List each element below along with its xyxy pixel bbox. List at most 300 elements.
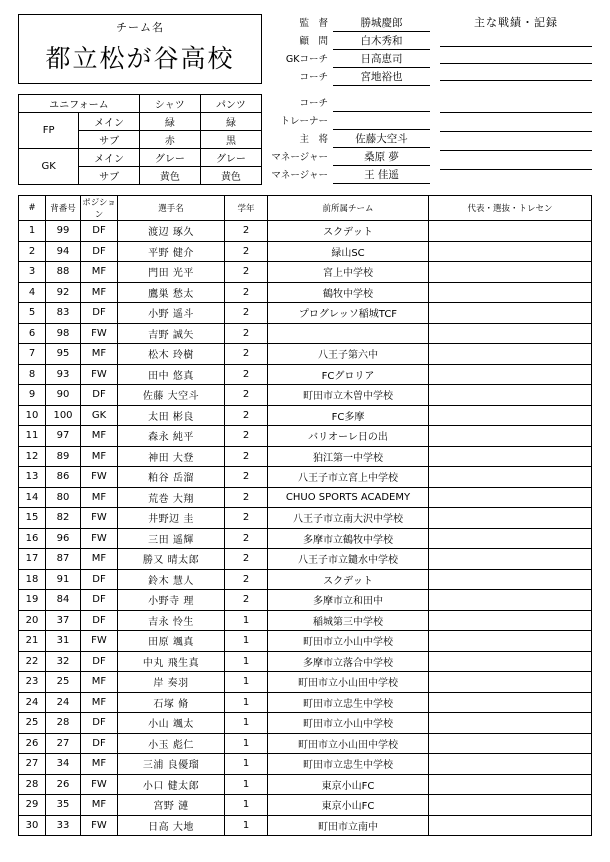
cell-grade: 1 [225,631,268,652]
cell-prev: プログレッソ稲城TCF [268,303,429,324]
table-row [19,426,592,447]
cell-prev: 町田市立南中 [268,815,429,836]
col-header-num: 背番号 [46,196,81,221]
cell-grade: 2 [225,303,268,324]
staff-role: 顧 問 [299,36,328,47]
results-line [440,94,592,113]
cell-no: 13 [19,467,46,488]
table-row [19,344,592,365]
cell-no: 2 [19,241,46,262]
cell-prev: 多摩市立鶴牧中学校 [268,528,429,549]
cell-pos: MF [81,344,118,365]
cell-name: 荒巻 大翔 [118,487,225,508]
uniform-table [18,94,262,185]
cell-rep [429,754,592,775]
results-title: 主な戦績・記録 [474,16,558,29]
roster-header-row [19,196,592,221]
cell-no: 3 [19,262,46,283]
results-block [440,14,592,81]
cell-num: 99 [46,221,81,242]
cell-rep [429,344,592,365]
cell-rep [429,774,592,795]
staff-list [270,14,430,86]
uniform-header-shirt: シャツ [139,95,200,113]
staff-role: トレーナー [280,116,328,127]
table-row [19,528,592,549]
cell-grade: 1 [225,733,268,754]
cell-pos: MF [81,795,118,816]
cell-grade: 2 [225,221,268,242]
results-line [440,66,592,81]
cell-prev: 町田市立忠生中学校 [268,692,429,713]
results-line [440,32,592,47]
staff-row [270,50,430,68]
cell-name: 吉野 誠矢 [118,323,225,344]
cell-rep [429,549,592,570]
staff-role: マネージャー [271,152,328,163]
cell-pos: GK [81,405,118,426]
cell-prev: FCグロリア [268,364,429,385]
staff-role: マネージャー [271,170,328,181]
cell-prev: バリオーレ日の出 [268,426,429,447]
cell-name: 田原 颯真 [118,631,225,652]
cell-name: 太田 彬良 [118,405,225,426]
staff-row [270,32,430,50]
cell-pos: DF [81,221,118,242]
uniform-kind: サブ [79,131,139,149]
cell-prev: 狛江第一中学校 [268,446,429,467]
cell-grade: 2 [225,344,268,365]
staff-row [270,68,430,86]
cell-prev: 宮上中学校 [268,262,429,283]
cell-no: 14 [19,487,46,508]
results-line [440,132,592,151]
uniform-pants: グレー [200,149,261,167]
roster-section [18,195,592,836]
uniform-group-fp: FP [19,113,79,149]
cell-name: 渡辺 琢久 [118,221,225,242]
uniform-shirt: 緑 [139,113,200,131]
cell-name: 森永 純平 [118,426,225,447]
cell-no: 8 [19,364,46,385]
table-row [19,774,592,795]
cell-grade: 2 [225,590,268,611]
col-header-grade: 学年 [225,196,268,221]
cell-pos: FW [81,323,118,344]
cell-rep [429,467,592,488]
cell-rep [429,405,592,426]
cell-no: 18 [19,569,46,590]
cell-rep [429,426,592,447]
cell-rep [429,364,592,385]
cell-name: 小野寺 理 [118,590,225,611]
cell-pos: MF [81,692,118,713]
cell-grade: 2 [225,364,268,385]
table-row [19,815,592,836]
cell-rep [429,508,592,529]
results-line [440,113,592,132]
cell-rep [429,262,592,283]
cell-no: 19 [19,590,46,611]
cell-pos: MF [81,487,118,508]
uniform-pants: 黒 [200,131,261,149]
cell-name: 宮野 漣 [118,795,225,816]
uniform-shirt: 赤 [139,131,200,149]
table-row [19,569,592,590]
staff-role: コーチ [299,98,328,109]
uniform-header-pants: パンツ [200,95,261,113]
staff-row [270,166,430,184]
team-name-value: 都立松が谷高校 [45,44,235,73]
cell-name: 松木 玲樹 [118,344,225,365]
cell-grade: 2 [225,385,268,406]
cell-name: 門田 光平 [118,262,225,283]
uniform-kind: メイン [79,149,139,167]
uniform-kind: サブ [79,167,139,185]
cell-no: 28 [19,774,46,795]
staff-name: 白木秀和 [333,33,430,50]
cell-grade: 1 [225,651,268,672]
table-row [19,590,592,611]
cell-name: 井野辺 圭 [118,508,225,529]
cell-pos: FW [81,364,118,385]
cell-prev [268,323,429,344]
table-row [19,221,592,242]
staff-role: 監 督 [299,18,328,29]
staff-name: 日高恵司 [333,51,430,68]
cell-grade: 2 [225,549,268,570]
results-line [440,151,592,170]
table-row [19,610,592,631]
cell-grade: 2 [225,467,268,488]
cell-grade: 1 [225,795,268,816]
cell-num: 28 [46,713,81,734]
cell-grade: 1 [225,754,268,775]
table-row [19,262,592,283]
cell-no: 24 [19,692,46,713]
cell-name: 佐藤 大空斗 [118,385,225,406]
cell-rep [429,241,592,262]
cell-grade: 1 [225,692,268,713]
cell-grade: 2 [225,426,268,447]
cell-pos: MF [81,446,118,467]
team-name-label: チーム名 [116,21,164,34]
cell-prev: 八王子市立南大沢中学校 [268,508,429,529]
cell-grade: 2 [225,508,268,529]
table-row [19,282,592,303]
col-header-prev: 前所属チーム [268,196,429,221]
cell-num: 98 [46,323,81,344]
cell-prev: 町田市立木曽中学校 [268,385,429,406]
cell-rep [429,795,592,816]
cell-num: 80 [46,487,81,508]
cell-name: 中丸 飛生真 [118,651,225,672]
cell-no: 25 [19,713,46,734]
cell-rep [429,590,592,611]
cell-prev: 町田市立小山田中学校 [268,672,429,693]
cell-rep [429,692,592,713]
cell-pos: FW [81,631,118,652]
cell-rep [429,610,592,631]
cell-grade: 2 [225,487,268,508]
cell-rep [429,815,592,836]
cell-name: 平野 健介 [118,241,225,262]
cell-grade: 1 [225,610,268,631]
cell-name: 勝又 晴太郎 [118,549,225,570]
staff-row [270,14,430,32]
staff-row [270,94,430,112]
cell-no: 26 [19,733,46,754]
cell-prev: 町田市立小山中学校 [268,713,429,734]
header-section [18,14,592,86]
cell-no: 23 [19,672,46,693]
cell-num: 84 [46,590,81,611]
cell-num: 88 [46,262,81,283]
col-header-pos: ポジション [81,196,118,221]
cell-pos: DF [81,590,118,611]
cell-name: 小玉 彪仁 [118,733,225,754]
cell-grade: 1 [225,774,268,795]
staff-row [270,130,430,148]
cell-rep [429,282,592,303]
cell-name: 三浦 良優瑠 [118,754,225,775]
cell-prev: FC多摩 [268,405,429,426]
table-row [19,754,592,775]
staff-row [270,112,430,130]
cell-prev: 八王子市立鑓水中学校 [268,549,429,570]
team-name-box [18,14,262,84]
staff-role: 主 将 [299,134,328,145]
cell-prev: CHUO SPORTS ACADEMY [268,487,429,508]
cell-rep [429,733,592,754]
staff-name: 佐藤大空斗 [333,131,430,148]
cell-prev: 東京小山FC [268,774,429,795]
cell-num: 33 [46,815,81,836]
table-row [19,651,592,672]
staff-name [333,111,430,112]
cell-grade: 2 [225,282,268,303]
cell-no: 17 [19,549,46,570]
cell-num: 96 [46,528,81,549]
table-row [19,508,592,529]
cell-rep [429,651,592,672]
cell-num: 86 [46,467,81,488]
cell-pos: DF [81,385,118,406]
cell-no: 15 [19,508,46,529]
table-row [19,303,592,324]
cell-num: 25 [46,672,81,693]
cell-prev: 東京小山FC [268,795,429,816]
cell-no: 4 [19,282,46,303]
cell-no: 5 [19,303,46,324]
table-row [19,692,592,713]
staff-role: コーチ [299,72,328,83]
cell-pos: MF [81,672,118,693]
cell-num: 34 [46,754,81,775]
cell-name: 粕谷 岳溜 [118,467,225,488]
table-row [19,405,592,426]
cell-pos: MF [81,549,118,570]
cell-name: 鈴木 慧人 [118,569,225,590]
cell-pos: FW [81,528,118,549]
cell-rep [429,569,592,590]
cell-name: 小山 颯太 [118,713,225,734]
staff-row [270,148,430,166]
cell-prev: 町田市立小山田中学校 [268,733,429,754]
cell-grade: 2 [225,446,268,467]
cell-pos: FW [81,815,118,836]
cell-pos: DF [81,569,118,590]
cell-name: 田中 悠真 [118,364,225,385]
cell-num: 95 [46,344,81,365]
cell-name: 岸 奏羽 [118,672,225,693]
cell-prev: スクデット [268,221,429,242]
cell-no: 30 [19,815,46,836]
table-row [19,364,592,385]
results-line [440,49,592,64]
cell-grade: 2 [225,528,268,549]
cell-no: 16 [19,528,46,549]
cell-name: 鷹巣 愁太 [118,282,225,303]
cell-grade: 2 [225,262,268,283]
staff-name: 勝城慶郎 [333,15,430,32]
cell-rep [429,323,592,344]
cell-no: 20 [19,610,46,631]
cell-grade: 1 [225,672,268,693]
cell-name: 小野 遥斗 [118,303,225,324]
cell-pos: MF [81,426,118,447]
cell-prev: 稲城第三中学校 [268,610,429,631]
cell-rep [429,487,592,508]
cell-pos: FW [81,508,118,529]
cell-num: 97 [46,426,81,447]
cell-pos: MF [81,262,118,283]
cell-prev: 多摩市立和田中 [268,590,429,611]
table-row [19,795,592,816]
uniform-shirt: グレー [139,149,200,167]
cell-pos: MF [81,282,118,303]
table-row [19,487,592,508]
col-header-no: # [19,196,46,221]
staff-role: GKコーチ [285,54,328,65]
cell-rep [429,528,592,549]
cell-num: 31 [46,631,81,652]
cell-prev: スクデット [268,569,429,590]
cell-num: 83 [46,303,81,324]
cell-rep [429,221,592,242]
cell-grade: 1 [225,713,268,734]
cell-no: 27 [19,754,46,775]
uniform-header-title: ユニフォーム [19,95,140,113]
cell-no: 9 [19,385,46,406]
cell-prev: 多摩市立落合中学校 [268,651,429,672]
cell-prev: 町田市立小山中学校 [268,631,429,652]
cell-num: 26 [46,774,81,795]
cell-name: 神田 大登 [118,446,225,467]
cell-prev: 八王子第六中 [268,344,429,365]
table-row [19,549,592,570]
cell-rep [429,446,592,467]
cell-name: 石塚 脩 [118,692,225,713]
cell-no: 29 [19,795,46,816]
cell-no: 11 [19,426,46,447]
cell-grade: 2 [225,569,268,590]
results-extra-lines [440,94,592,185]
table-row [19,446,592,467]
table-row [19,241,592,262]
cell-num: 90 [46,385,81,406]
cell-num: 92 [46,282,81,303]
uniform-header-row [19,95,262,113]
cell-num: 94 [46,241,81,262]
cell-pos: DF [81,241,118,262]
cell-prev: 鶴牧中学校 [268,282,429,303]
cell-name: 吉永 怜生 [118,610,225,631]
cell-rep [429,303,592,324]
cell-pos: DF [81,610,118,631]
cell-prev: 町田市立忠生中学校 [268,754,429,775]
cell-num: 35 [46,795,81,816]
uniform-group-gk: GK [19,149,79,185]
cell-name: 三田 遥輝 [118,528,225,549]
cell-num: 91 [46,569,81,590]
cell-num: 89 [46,446,81,467]
cell-num: 82 [46,508,81,529]
cell-grade: 1 [225,815,268,836]
cell-pos: FW [81,774,118,795]
table-row [19,672,592,693]
uniform-table-wrap [18,94,262,185]
staff-list-secondary [270,94,430,185]
roster-table [18,195,592,836]
cell-name: 小口 健太郎 [118,774,225,795]
cell-pos: FW [81,467,118,488]
cell-num: 37 [46,610,81,631]
table-row [19,467,592,488]
cell-no: 1 [19,221,46,242]
cell-num: 100 [46,405,81,426]
table-row [19,733,592,754]
team-name-block [18,14,262,84]
uniform-row [19,113,262,131]
col-header-rep: 代表・選抜・トレセン [429,196,592,221]
uniform-kind: メイン [79,113,139,131]
col-header-name: 選手名 [118,196,225,221]
cell-pos: DF [81,733,118,754]
cell-num: 27 [46,733,81,754]
cell-rep [429,385,592,406]
staff-name: 宮地裕也 [333,69,430,86]
cell-pos: MF [81,754,118,775]
cell-num: 87 [46,549,81,570]
cell-no: 6 [19,323,46,344]
cell-name: 日高 大地 [118,815,225,836]
cell-pos: DF [81,651,118,672]
cell-no: 7 [19,344,46,365]
cell-rep [429,672,592,693]
cell-rep [429,713,592,734]
cell-no: 10 [19,405,46,426]
table-row [19,631,592,652]
table-row [19,323,592,344]
cell-pos: DF [81,303,118,324]
cell-grade: 2 [225,241,268,262]
cell-num: 93 [46,364,81,385]
cell-no: 22 [19,651,46,672]
cell-grade: 2 [225,405,268,426]
staff-name: 王 佳遥 [333,167,430,184]
cell-prev: 緑山SC [268,241,429,262]
